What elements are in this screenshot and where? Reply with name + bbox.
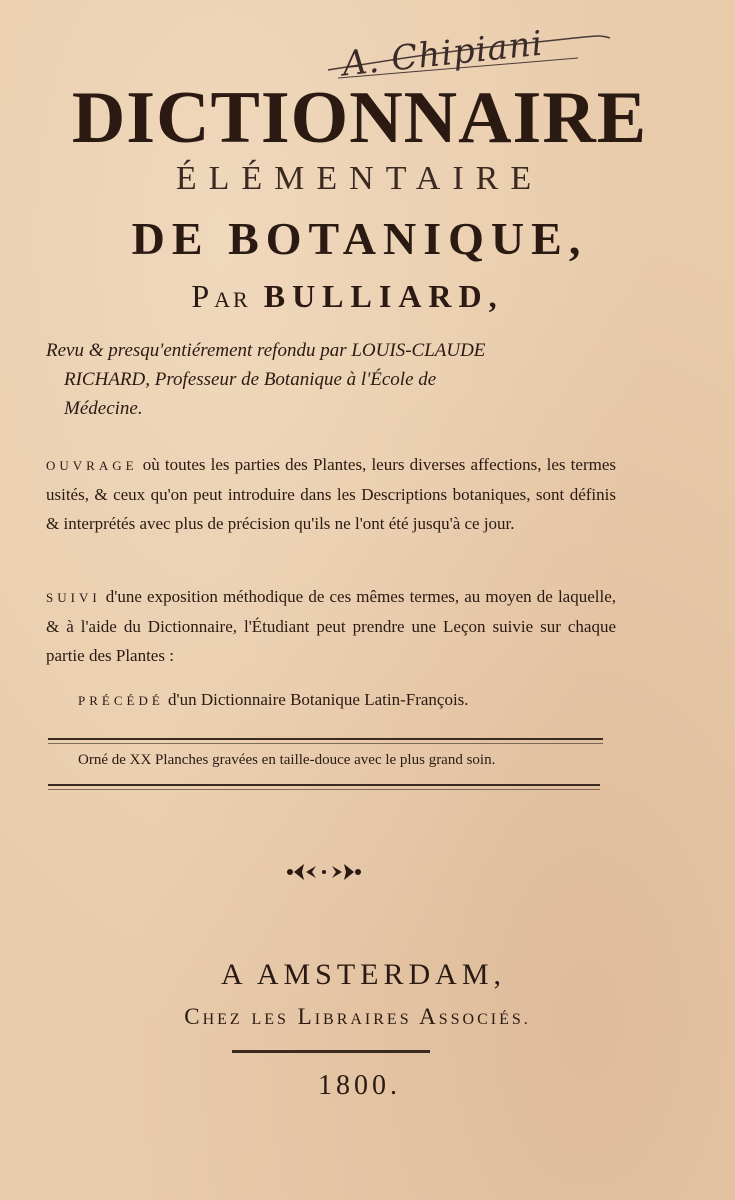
title-line-1: DICTIONNAIRE: [71, 77, 648, 159]
ass-a: A: [419, 1004, 439, 1029]
author-name: BULLIARD,: [263, 278, 504, 314]
suivi-lead: SUIVI: [46, 590, 101, 605]
precede-text: d'un Dictionnaire Botanique Latin-François.: [168, 690, 469, 709]
suivi-text: d'une exposition méthodique de ces mêmes termes, au moyen de laquelle, & à l'aide du Dictionnaire, l'Étudiant peut prendre une Leçon suivie sur chaque partie des Plantes :: [46, 587, 617, 665]
suivi-paragraph: [46, 582, 616, 670]
imprint-year: 1800.: [318, 1070, 401, 1101]
par-rest: AR: [214, 287, 251, 312]
ouvrage-text: où toutes les parties des Plantes, leurs diverses affections, les termes usités, & ceux qu'on peut introduire dans les Descriptions botaniques, sont définis & interprétés avec plus de précision qu'ils ne l'ont été jusqu'à ce jour.: [46, 455, 616, 533]
title-line-3: DE BOTANIQUE,: [131, 213, 588, 264]
ouvrage-paragraph: [46, 450, 616, 538]
revision-statement: [46, 336, 626, 423]
bottom-rule: [48, 784, 600, 786]
les: LES: [251, 1011, 289, 1028]
plates-note: Orné de XX Planches gravées en taille-douce avec le plus grand soin.: [78, 752, 496, 768]
imprint-rule: [232, 1050, 430, 1053]
chez-rest: HEZ: [202, 1011, 243, 1028]
revision-line-1: Revu & presqu'entiérement refondu par LOUIS-CLAUDE: [46, 340, 486, 361]
signature-text: A. Chipiani: [340, 23, 546, 85]
revision-line-3: Médecine.: [64, 398, 143, 419]
revision-line-2: RICHARD, Professeur de Botanique à l'École de: [64, 369, 437, 390]
imprint-publisher: [0, 1004, 725, 1030]
bottom-rule-thin: [48, 789, 600, 790]
top-rule: [48, 738, 603, 740]
precede-lead: PRÉCÉDÉ: [78, 693, 164, 708]
ornament-icon: [282, 858, 366, 886]
par-initial: P: [191, 278, 215, 314]
ass-rest: SSOCIÉS.: [438, 1011, 531, 1028]
title-line-2: ÉLÉMENTAIRE: [175, 160, 544, 197]
chez-c: C: [184, 1004, 203, 1029]
author-line: [0, 278, 715, 315]
imprint-place: A AMSTERDAM,: [220, 958, 507, 991]
precede-line: [78, 690, 469, 710]
lib-rest: IBRAIRES: [314, 1011, 412, 1028]
lib-l: L: [297, 1004, 315, 1029]
top-rule-thin: [48, 743, 603, 744]
ouvrage-lead: OUVRAGE: [46, 458, 138, 473]
